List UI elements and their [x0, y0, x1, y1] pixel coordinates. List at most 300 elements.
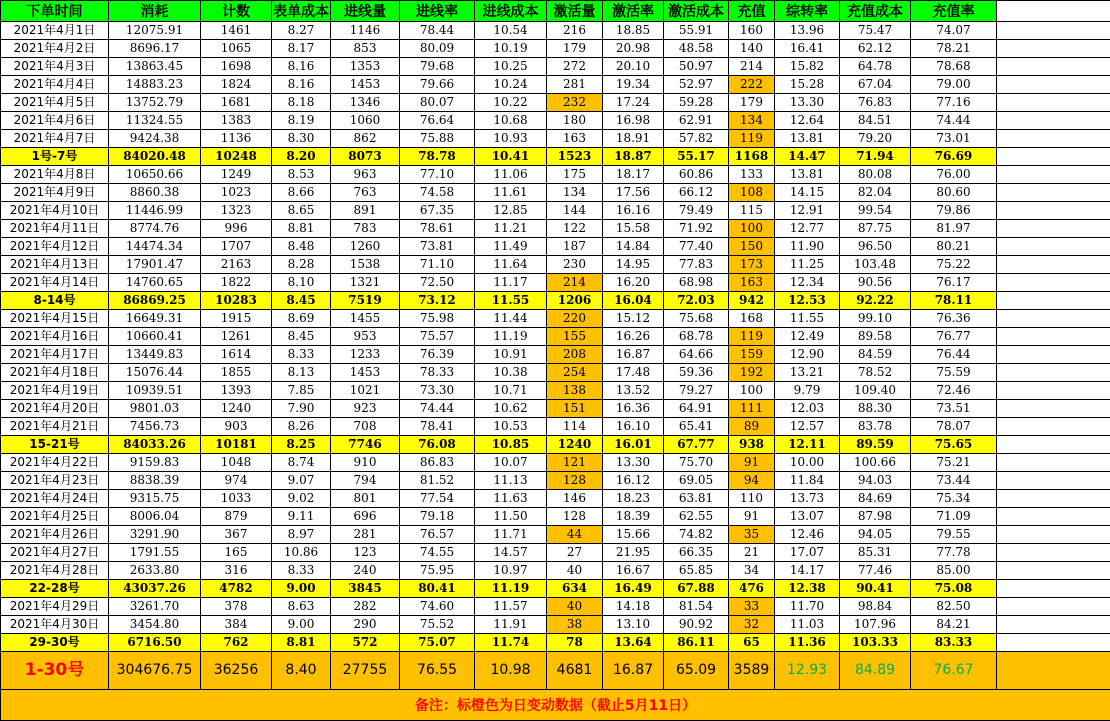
- note-text[interactable]: 备注：标橙色为日变动数据（截止5月11日）: [1, 690, 1110, 721]
- table-cell[interactable]: 13752.79: [109, 94, 201, 112]
- table-cell[interactable]: 74.55: [400, 544, 475, 562]
- table-cell[interactable]: 12.53: [775, 292, 840, 310]
- table-cell[interactable]: 68.78: [664, 328, 729, 346]
- table-cell[interactable]: 12.49: [775, 328, 840, 346]
- table-cell[interactable]: 8.17: [272, 40, 331, 58]
- table-cell[interactable]: 76.44: [911, 346, 997, 364]
- table-cell[interactable]: 7746: [331, 436, 400, 454]
- empty-cell[interactable]: [997, 436, 1110, 454]
- table-cell[interactable]: 74.07: [911, 22, 997, 40]
- table-cell[interactable]: 17.24: [603, 94, 664, 112]
- table-cell[interactable]: 64.66: [664, 346, 729, 364]
- table-cell[interactable]: 16.41: [775, 40, 840, 58]
- table-cell[interactable]: 1033: [201, 490, 272, 508]
- table-cell[interactable]: 3261.70: [109, 598, 201, 616]
- table-cell[interactable]: 7519: [331, 292, 400, 310]
- table-cell[interactable]: 1048: [201, 454, 272, 472]
- table-cell[interactable]: 16649.31: [109, 310, 201, 328]
- table-cell[interactable]: 13.52: [603, 382, 664, 400]
- table-cell[interactable]: 8.69: [272, 310, 331, 328]
- table-cell[interactable]: 10.86: [272, 544, 331, 562]
- table-cell[interactable]: 9.11: [272, 508, 331, 526]
- table-cell[interactable]: 9.07: [272, 472, 331, 490]
- date-cell[interactable]: 2021年4月6日: [1, 112, 109, 130]
- table-cell[interactable]: 128: [547, 508, 603, 526]
- table-cell[interactable]: 8.45: [272, 328, 331, 346]
- date-cell[interactable]: 2021年4月18日: [1, 364, 109, 382]
- table-cell[interactable]: 15.58: [603, 220, 664, 238]
- table-cell[interactable]: 98.84: [840, 598, 911, 616]
- table-cell[interactable]: 11.55: [775, 310, 840, 328]
- table-cell[interactable]: 8.16: [272, 58, 331, 76]
- table-cell[interactable]: 17.07: [775, 544, 840, 562]
- table-cell[interactable]: 1455: [331, 310, 400, 328]
- empty-cell[interactable]: [997, 508, 1110, 526]
- date-cell[interactable]: 2021年4月11日: [1, 220, 109, 238]
- table-cell[interactable]: 8006.04: [109, 508, 201, 526]
- table-cell[interactable]: 8.33: [272, 346, 331, 364]
- table-cell[interactable]: 72.46: [911, 382, 997, 400]
- table-cell[interactable]: 86.83: [400, 454, 475, 472]
- empty-cell[interactable]: [997, 40, 1110, 58]
- table-cell[interactable]: 1346: [331, 94, 400, 112]
- table-cell[interactable]: 79.55: [911, 526, 997, 544]
- col-header-activations[interactable]: 激活量: [547, 1, 603, 22]
- date-cell[interactable]: 2021年4月12日: [1, 238, 109, 256]
- table-cell[interactable]: 77.16: [911, 94, 997, 112]
- table-cell[interactable]: 84020.48: [109, 148, 201, 166]
- empty-cell[interactable]: [997, 328, 1110, 346]
- empty-cell[interactable]: [997, 364, 1110, 382]
- table-cell[interactable]: 10.54: [475, 22, 547, 40]
- table-cell[interactable]: 13449.83: [109, 346, 201, 364]
- empty-cell[interactable]: [997, 238, 1110, 256]
- table-cell[interactable]: 9424.38: [109, 130, 201, 148]
- table-cell[interactable]: 74.82: [664, 526, 729, 544]
- table-cell[interactable]: 11.70: [775, 598, 840, 616]
- table-cell[interactable]: 76.77: [911, 328, 997, 346]
- table-cell[interactable]: 17.56: [603, 184, 664, 202]
- empty-cell[interactable]: [997, 130, 1110, 148]
- table-cell[interactable]: 79.18: [400, 508, 475, 526]
- table-cell[interactable]: 76.69: [911, 148, 997, 166]
- date-cell[interactable]: 2021年4月14日: [1, 274, 109, 292]
- table-cell[interactable]: 163: [729, 274, 775, 292]
- table-cell[interactable]: 76.08: [400, 436, 475, 454]
- table-cell[interactable]: 15.82: [775, 58, 840, 76]
- table-cell[interactable]: 1023: [201, 184, 272, 202]
- table-cell[interactable]: 21: [729, 544, 775, 562]
- table-cell[interactable]: 891: [331, 202, 400, 220]
- col-header-recharge-cost[interactable]: 充值成本: [840, 1, 911, 22]
- table-cell[interactable]: 40: [547, 598, 603, 616]
- table-cell[interactable]: 72.03: [664, 292, 729, 310]
- table-cell[interactable]: 8.33: [272, 562, 331, 580]
- table-cell[interactable]: 10.97: [475, 562, 547, 580]
- table-cell[interactable]: 8073: [331, 148, 400, 166]
- table-cell[interactable]: 11.03: [775, 616, 840, 634]
- table-cell[interactable]: 8.65: [272, 202, 331, 220]
- table-cell[interactable]: 119: [729, 328, 775, 346]
- table-cell[interactable]: 879: [201, 508, 272, 526]
- table-cell[interactable]: 14.47: [775, 148, 840, 166]
- table-cell[interactable]: 62.91: [664, 112, 729, 130]
- table-cell[interactable]: 179: [547, 40, 603, 58]
- total-cell[interactable]: 304676.75: [109, 652, 201, 690]
- table-cell[interactable]: 11446.99: [109, 202, 201, 220]
- table-cell[interactable]: 75.08: [911, 580, 997, 598]
- table-cell[interactable]: 64.91: [664, 400, 729, 418]
- table-cell[interactable]: 794: [331, 472, 400, 490]
- table-cell[interactable]: 165: [201, 544, 272, 562]
- table-cell[interactable]: 1261: [201, 328, 272, 346]
- table-cell[interactable]: 3291.90: [109, 526, 201, 544]
- table-cell[interactable]: 82.04: [840, 184, 911, 202]
- table-cell[interactable]: 87.98: [840, 508, 911, 526]
- table-cell[interactable]: 75.98: [400, 310, 475, 328]
- table-cell[interactable]: 78.44: [400, 22, 475, 40]
- table-cell[interactable]: 11.64: [475, 256, 547, 274]
- total-cell[interactable]: 8.40: [272, 652, 331, 690]
- table-cell[interactable]: 16.36: [603, 400, 664, 418]
- empty-cell[interactable]: [997, 58, 1110, 76]
- col-header-inbound-cost[interactable]: 进线成本: [475, 1, 547, 22]
- table-cell[interactable]: 12.46: [775, 526, 840, 544]
- table-cell[interactable]: 10660.41: [109, 328, 201, 346]
- table-cell[interactable]: 71.10: [400, 256, 475, 274]
- table-cell[interactable]: 67.77: [664, 436, 729, 454]
- table-cell[interactable]: 216: [547, 22, 603, 40]
- subtotal-label[interactable]: 8-14号: [1, 292, 109, 310]
- table-cell[interactable]: 44: [547, 526, 603, 544]
- empty-cell[interactable]: [997, 472, 1110, 490]
- table-cell[interactable]: 73.12: [400, 292, 475, 310]
- date-cell[interactable]: 2021年4月30日: [1, 616, 109, 634]
- table-cell[interactable]: 8696.17: [109, 40, 201, 58]
- empty-cell[interactable]: [997, 112, 1110, 130]
- table-cell[interactable]: 138: [547, 382, 603, 400]
- table-cell[interactable]: 14.15: [775, 184, 840, 202]
- subtotal-label[interactable]: 15-21号: [1, 436, 109, 454]
- table-cell[interactable]: 12.34: [775, 274, 840, 292]
- table-cell[interactable]: 89: [729, 418, 775, 436]
- table-cell[interactable]: 14.84: [603, 238, 664, 256]
- table-cell[interactable]: 9315.75: [109, 490, 201, 508]
- table-cell[interactable]: 14.95: [603, 256, 664, 274]
- table-cell[interactable]: 20.10: [603, 58, 664, 76]
- table-cell[interactable]: 146: [547, 490, 603, 508]
- date-cell[interactable]: 2021年4月20日: [1, 400, 109, 418]
- date-cell[interactable]: 2021年4月16日: [1, 328, 109, 346]
- table-cell[interactable]: 11.06: [475, 166, 547, 184]
- table-cell[interactable]: 282: [331, 598, 400, 616]
- table-cell[interactable]: 75.68: [664, 310, 729, 328]
- table-cell[interactable]: 168: [729, 310, 775, 328]
- table-cell[interactable]: 87.75: [840, 220, 911, 238]
- date-cell[interactable]: 2021年4月19日: [1, 382, 109, 400]
- date-cell[interactable]: 2021年4月23日: [1, 472, 109, 490]
- total-cell[interactable]: 16.87: [603, 652, 664, 690]
- table-cell[interactable]: 11.19: [475, 328, 547, 346]
- table-cell[interactable]: 88.30: [840, 400, 911, 418]
- table-cell[interactable]: 99.54: [840, 202, 911, 220]
- table-cell[interactable]: 16.26: [603, 328, 664, 346]
- table-cell[interactable]: 9801.03: [109, 400, 201, 418]
- table-cell[interactable]: 78.07: [911, 418, 997, 436]
- table-cell[interactable]: 12.91: [775, 202, 840, 220]
- table-cell[interactable]: 15076.44: [109, 364, 201, 382]
- table-cell[interactable]: 92.22: [840, 292, 911, 310]
- table-cell[interactable]: 1323: [201, 202, 272, 220]
- table-cell[interactable]: 81.54: [664, 598, 729, 616]
- table-cell[interactable]: 79.20: [840, 130, 911, 148]
- table-cell[interactable]: 16.12: [603, 472, 664, 490]
- table-cell[interactable]: 10.41: [475, 148, 547, 166]
- table-cell[interactable]: 75.22: [911, 256, 997, 274]
- table-cell[interactable]: 83.78: [840, 418, 911, 436]
- table-cell[interactable]: 1249: [201, 166, 272, 184]
- date-cell[interactable]: 2021年4月9日: [1, 184, 109, 202]
- table-cell[interactable]: 73.44: [911, 472, 997, 490]
- table-cell[interactable]: 10.93: [475, 130, 547, 148]
- table-cell[interactable]: 11.55: [475, 292, 547, 310]
- table-cell[interactable]: 11.25: [775, 256, 840, 274]
- table-cell[interactable]: 9159.83: [109, 454, 201, 472]
- table-cell[interactable]: 696: [331, 508, 400, 526]
- table-cell[interactable]: 220: [547, 310, 603, 328]
- table-cell[interactable]: 12.03: [775, 400, 840, 418]
- table-cell[interactable]: 111: [729, 400, 775, 418]
- table-cell[interactable]: 78.21: [911, 40, 997, 58]
- date-cell[interactable]: 2021年4月24日: [1, 490, 109, 508]
- table-cell[interactable]: 77.40: [664, 238, 729, 256]
- table-cell[interactable]: 8.48: [272, 238, 331, 256]
- table-cell[interactable]: 134: [729, 112, 775, 130]
- table-cell[interactable]: 6716.50: [109, 634, 201, 652]
- table-cell[interactable]: 74.44: [911, 112, 997, 130]
- table-cell[interactable]: 1146: [331, 22, 400, 40]
- table-cell[interactable]: 15.28: [775, 76, 840, 94]
- col-header-form-cost[interactable]: 表单成本: [272, 1, 331, 22]
- table-cell[interactable]: 240: [331, 562, 400, 580]
- table-cell[interactable]: 119: [729, 130, 775, 148]
- table-cell[interactable]: 73.01: [911, 130, 997, 148]
- table-cell[interactable]: 16.98: [603, 112, 664, 130]
- table-cell[interactable]: 65: [729, 634, 775, 652]
- table-cell[interactable]: 48.58: [664, 40, 729, 58]
- table-cell[interactable]: 77.54: [400, 490, 475, 508]
- table-cell[interactable]: 80.07: [400, 94, 475, 112]
- table-cell[interactable]: 11.13: [475, 472, 547, 490]
- table-cell[interactable]: 123: [331, 544, 400, 562]
- table-cell[interactable]: 16.10: [603, 418, 664, 436]
- table-cell[interactable]: 43037.26: [109, 580, 201, 598]
- table-cell[interactable]: 8.74: [272, 454, 331, 472]
- total-cell[interactable]: 3589: [729, 652, 775, 690]
- table-cell[interactable]: 942: [729, 292, 775, 310]
- date-cell[interactable]: 2021年4月4日: [1, 76, 109, 94]
- table-cell[interactable]: 12.77: [775, 220, 840, 238]
- table-cell[interactable]: 13.73: [775, 490, 840, 508]
- empty-cell[interactable]: [997, 76, 1110, 94]
- table-cell[interactable]: 10248: [201, 148, 272, 166]
- table-cell[interactable]: 10.38: [475, 364, 547, 382]
- table-cell[interactable]: 10.07: [475, 454, 547, 472]
- table-cell[interactable]: 62.12: [840, 40, 911, 58]
- table-cell[interactable]: 8.30: [272, 130, 331, 148]
- date-cell[interactable]: 2021年4月8日: [1, 166, 109, 184]
- table-cell[interactable]: 78: [547, 634, 603, 652]
- table-cell[interactable]: 11.90: [775, 238, 840, 256]
- table-cell[interactable]: 9.00: [272, 616, 331, 634]
- table-cell[interactable]: 133: [729, 166, 775, 184]
- empty-cell[interactable]: [997, 616, 1110, 634]
- table-cell[interactable]: 11.50: [475, 508, 547, 526]
- table-cell[interactable]: 89.59: [840, 436, 911, 454]
- table-cell[interactable]: 144: [547, 202, 603, 220]
- table-cell[interactable]: 75.88: [400, 130, 475, 148]
- table-cell[interactable]: 11.19: [475, 580, 547, 598]
- table-cell[interactable]: 79.49: [664, 202, 729, 220]
- table-cell[interactable]: 272: [547, 58, 603, 76]
- table-cell[interactable]: 107.96: [840, 616, 911, 634]
- table-cell[interactable]: 8.53: [272, 166, 331, 184]
- table-cell[interactable]: 79.66: [400, 76, 475, 94]
- table-cell[interactable]: 1260: [331, 238, 400, 256]
- table-cell[interactable]: 11.91: [475, 616, 547, 634]
- table-cell[interactable]: 52.97: [664, 76, 729, 94]
- table-cell[interactable]: 50.97: [664, 58, 729, 76]
- table-cell[interactable]: 62.55: [664, 508, 729, 526]
- table-cell[interactable]: 180: [547, 112, 603, 130]
- table-cell[interactable]: 12.38: [775, 580, 840, 598]
- date-cell[interactable]: 2021年4月1日: [1, 22, 109, 40]
- table-cell[interactable]: 34: [729, 562, 775, 580]
- empty-cell[interactable]: [997, 382, 1110, 400]
- total-cell[interactable]: 76.67: [911, 652, 997, 690]
- table-cell[interactable]: 11.61: [475, 184, 547, 202]
- table-cell[interactable]: 4782: [201, 580, 272, 598]
- table-cell[interactable]: 10.25: [475, 58, 547, 76]
- table-cell[interactable]: 1021: [331, 382, 400, 400]
- table-cell[interactable]: 12.85: [475, 202, 547, 220]
- table-cell[interactable]: 14.17: [775, 562, 840, 580]
- table-cell[interactable]: 783: [331, 220, 400, 238]
- table-cell[interactable]: 82.50: [911, 598, 997, 616]
- table-cell[interactable]: 11.36: [775, 634, 840, 652]
- table-cell[interactable]: 16.01: [603, 436, 664, 454]
- table-cell[interactable]: 214: [729, 58, 775, 76]
- table-cell[interactable]: 8.13: [272, 364, 331, 382]
- table-cell[interactable]: 84.51: [840, 112, 911, 130]
- table-cell[interactable]: 17.48: [603, 364, 664, 382]
- table-cell[interactable]: 13.81: [775, 166, 840, 184]
- table-cell[interactable]: 68.98: [664, 274, 729, 292]
- table-cell[interactable]: 16.49: [603, 580, 664, 598]
- table-cell[interactable]: 923: [331, 400, 400, 418]
- table-cell[interactable]: 33: [729, 598, 775, 616]
- table-cell[interactable]: 963: [331, 166, 400, 184]
- table-cell[interactable]: 938: [729, 436, 775, 454]
- table-cell[interactable]: 974: [201, 472, 272, 490]
- table-cell[interactable]: 13.64: [603, 634, 664, 652]
- date-cell[interactable]: 2021年4月28日: [1, 562, 109, 580]
- table-cell[interactable]: 8.27: [272, 22, 331, 40]
- table-cell[interactable]: 122: [547, 220, 603, 238]
- table-cell[interactable]: 8.16: [272, 76, 331, 94]
- table-cell[interactable]: 150: [729, 238, 775, 256]
- table-cell[interactable]: 103.33: [840, 634, 911, 652]
- table-cell[interactable]: 13.10: [603, 616, 664, 634]
- table-cell[interactable]: 10.00: [775, 454, 840, 472]
- empty-cell[interactable]: [997, 598, 1110, 616]
- table-cell[interactable]: 79.27: [664, 382, 729, 400]
- empty-cell[interactable]: [997, 346, 1110, 364]
- table-cell[interactable]: 8774.76: [109, 220, 201, 238]
- table-cell[interactable]: 80.08: [840, 166, 911, 184]
- table-cell[interactable]: 953: [331, 328, 400, 346]
- table-cell[interactable]: 9.79: [775, 382, 840, 400]
- table-cell[interactable]: 76.64: [400, 112, 475, 130]
- table-cell[interactable]: 10283: [201, 292, 272, 310]
- col-header-spend[interactable]: 消耗: [109, 1, 201, 22]
- table-cell[interactable]: 18.39: [603, 508, 664, 526]
- table-cell[interactable]: 71.94: [840, 148, 911, 166]
- table-cell[interactable]: 76.57: [400, 526, 475, 544]
- table-cell[interactable]: 1383: [201, 112, 272, 130]
- table-cell[interactable]: 8.20: [272, 148, 331, 166]
- table-cell[interactable]: 77.10: [400, 166, 475, 184]
- col-header-count[interactable]: 计数: [201, 1, 272, 22]
- table-cell[interactable]: 1822: [201, 274, 272, 292]
- table-cell[interactable]: 175: [547, 166, 603, 184]
- table-cell[interactable]: 232: [547, 94, 603, 112]
- table-cell[interactable]: 14760.65: [109, 274, 201, 292]
- table-cell[interactable]: 1538: [331, 256, 400, 274]
- empty-cell[interactable]: [997, 184, 1110, 202]
- table-cell[interactable]: 14.18: [603, 598, 664, 616]
- table-cell[interactable]: 90.41: [840, 580, 911, 598]
- table-cell[interactable]: 7.90: [272, 400, 331, 418]
- table-cell[interactable]: 160: [729, 22, 775, 40]
- table-cell[interactable]: 79.00: [911, 76, 997, 94]
- table-cell[interactable]: 8.19: [272, 112, 331, 130]
- table-cell[interactable]: 57.82: [664, 130, 729, 148]
- table-cell[interactable]: 65.85: [664, 562, 729, 580]
- date-cell[interactable]: 2021年4月10日: [1, 202, 109, 220]
- empty-cell[interactable]: [997, 562, 1110, 580]
- table-cell[interactable]: 18.91: [603, 130, 664, 148]
- table-cell[interactable]: 572: [331, 634, 400, 652]
- table-cell[interactable]: 1065: [201, 40, 272, 58]
- table-cell[interactable]: 74.60: [400, 598, 475, 616]
- table-cell[interactable]: 187: [547, 238, 603, 256]
- table-cell[interactable]: 114: [547, 418, 603, 436]
- table-cell[interactable]: 1614: [201, 346, 272, 364]
- table-cell[interactable]: 8.26: [272, 418, 331, 436]
- table-cell[interactable]: 73.30: [400, 382, 475, 400]
- table-cell[interactable]: 121: [547, 454, 603, 472]
- table-cell[interactable]: 66.35: [664, 544, 729, 562]
- table-cell[interactable]: 78.78: [400, 148, 475, 166]
- empty-cell[interactable]: [997, 166, 1110, 184]
- table-cell[interactable]: 80.21: [911, 238, 997, 256]
- table-cell[interactable]: 79.86: [911, 202, 997, 220]
- table-cell[interactable]: 7.85: [272, 382, 331, 400]
- total-cell[interactable]: 10.98: [475, 652, 547, 690]
- table-cell[interactable]: 9.02: [272, 490, 331, 508]
- table-cell[interactable]: 10.71: [475, 382, 547, 400]
